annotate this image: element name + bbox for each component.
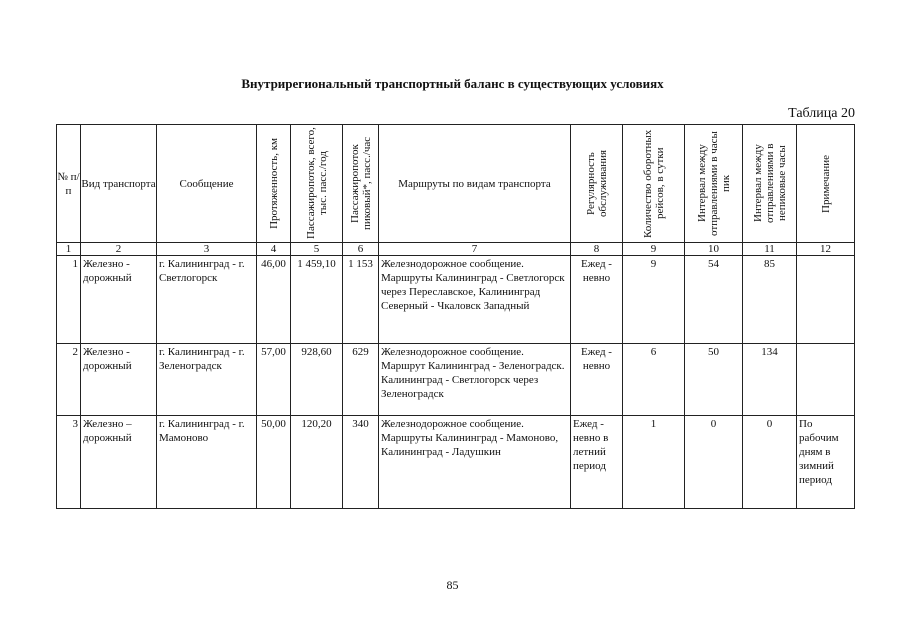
row-length: 57,00 bbox=[257, 344, 291, 416]
col-number: 6 bbox=[343, 243, 379, 256]
table-row bbox=[57, 256, 855, 344]
row-length: 50,00 bbox=[257, 416, 291, 509]
row-interval-offpeak: 85 bbox=[743, 256, 797, 344]
row-transport: Железно – дорожный bbox=[81, 416, 157, 509]
col-number: 11 bbox=[743, 243, 797, 256]
row-flow: 928,60 bbox=[291, 344, 343, 416]
row-regularity: Ежед - невно в летний период bbox=[571, 416, 623, 509]
row-flow: 1 459,10 bbox=[291, 256, 343, 344]
document-title: Внутрирегиональный транспортный баланс в существующих условиях bbox=[241, 76, 664, 91]
transport-balance-table bbox=[56, 124, 855, 509]
header-regularity-cell bbox=[571, 125, 623, 243]
row-note: По рабочим дням в зимний период bbox=[797, 416, 855, 509]
page-number: 85 bbox=[446, 578, 459, 592]
header-note: Примечание bbox=[819, 154, 832, 213]
row-interval-offpeak: 0 bbox=[743, 416, 797, 509]
col-number: 7 bbox=[379, 243, 571, 256]
header-interval-peak-cell bbox=[685, 125, 743, 243]
row-interval-offpeak: 134 bbox=[743, 344, 797, 416]
header-peak-cell bbox=[343, 125, 379, 243]
col-number: 4 bbox=[257, 243, 291, 256]
header-flow-cell bbox=[291, 125, 343, 243]
table-label: Таблица 20 bbox=[788, 106, 855, 121]
row-routes: Железнодорожное сообщение. Маршрут Калининград - Зеленоградск. Калининград - Светлогорск через Зеленоградск bbox=[379, 344, 571, 416]
row-peak: 629 bbox=[343, 344, 379, 416]
header-interval-offpeak-cell bbox=[743, 125, 797, 243]
row-peak: 340 bbox=[343, 416, 379, 509]
col-number: 3 bbox=[157, 243, 257, 256]
header-trips: Количество оборотных рейсов, в сутки bbox=[641, 129, 666, 238]
row-trips: 1 bbox=[623, 416, 685, 509]
row-routes: Железнодорожное сообщение. Маршруты Калининград - Светлогорск через Переславское, Калининград Северный - Чкаловск Западный bbox=[379, 256, 571, 344]
col-number: 12 bbox=[797, 243, 855, 256]
row-interval-peak: 0 bbox=[685, 416, 743, 509]
header-length-cell bbox=[257, 125, 291, 243]
row-trips: 9 bbox=[623, 256, 685, 344]
row-length: 46,00 bbox=[257, 256, 291, 344]
row-regularity: Ежед - невно bbox=[571, 344, 623, 416]
row-transport: Железно - дорожный bbox=[81, 256, 157, 344]
row-connection: г. Калининград - г. Светлогорск bbox=[157, 256, 257, 344]
row-note bbox=[797, 344, 855, 416]
header-connection: Сообщение bbox=[157, 125, 257, 243]
row-routes: Железнодорожное сообщение. Маршруты Калининград - Мамоново, Калининград - Ладушкин bbox=[379, 416, 571, 509]
column-number-row bbox=[57, 243, 855, 256]
row-connection: г. Калининград - г. Мамоново bbox=[157, 416, 257, 509]
row-no: 3 bbox=[57, 416, 81, 509]
col-number: 2 bbox=[81, 243, 157, 256]
row-connection: г. Калининград - г. Зеленоградск bbox=[157, 344, 257, 416]
row-interval-peak: 50 bbox=[685, 344, 743, 416]
row-regularity: Ежед - невно bbox=[571, 256, 623, 344]
row-no: 2 bbox=[57, 344, 81, 416]
row-interval-peak: 54 bbox=[685, 256, 743, 344]
header-flow: Пассажиропоток, всего, тыс. пасс./год bbox=[304, 127, 329, 240]
header-no: № п/п bbox=[57, 125, 81, 243]
table-row bbox=[57, 344, 855, 416]
header-routes: Маршруты по видам транспорта bbox=[379, 125, 571, 243]
col-number: 10 bbox=[685, 243, 743, 256]
header-note-cell bbox=[797, 125, 855, 243]
col-number: 5 bbox=[291, 243, 343, 256]
header-interval-peak: Интервал между отправлениями в часы пик bbox=[695, 131, 732, 236]
header-row bbox=[57, 125, 855, 243]
table-row bbox=[57, 416, 855, 509]
header-interval-offpeak: Интервал между отправлениями в непиковые часы bbox=[751, 143, 788, 224]
header-transport: Вид транспорта bbox=[81, 125, 157, 243]
row-peak: 1 153 bbox=[343, 256, 379, 344]
header-length: Протяженность, км bbox=[267, 138, 280, 229]
header-regularity: Регулярность обслуживания bbox=[584, 149, 609, 218]
col-number: 1 bbox=[57, 243, 81, 256]
header-peak: Пассажиропоток пиковый*, пасс./час bbox=[348, 136, 373, 231]
row-transport: Железно - дорожный bbox=[81, 344, 157, 416]
row-note bbox=[797, 256, 855, 344]
header-trips-cell bbox=[623, 125, 685, 243]
row-trips: 6 bbox=[623, 344, 685, 416]
col-number: 9 bbox=[623, 243, 685, 256]
row-flow: 120,20 bbox=[291, 416, 343, 509]
row-no: 1 bbox=[57, 256, 81, 344]
col-number: 8 bbox=[571, 243, 623, 256]
